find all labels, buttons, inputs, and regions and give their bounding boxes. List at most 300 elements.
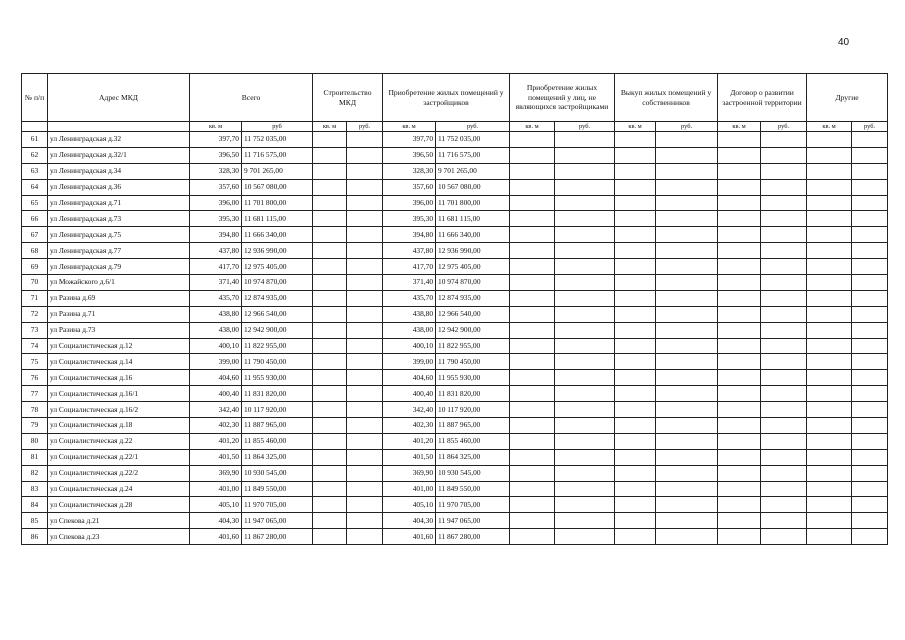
row-other-rub [852, 147, 888, 163]
row-other-area [807, 370, 852, 386]
row-developers-rub: 11 681 115,00 [436, 211, 510, 227]
row-territory-rub [761, 227, 807, 243]
row-construction-area [313, 418, 347, 434]
row-territory-rub [761, 402, 807, 418]
row-construction-rub [347, 497, 383, 513]
row-buyout-rub [656, 195, 718, 211]
table-row [22, 132, 888, 148]
row-developers-rub: 11 955 930,00 [436, 370, 510, 386]
row-non-developers-rub [555, 322, 615, 338]
row-non-developers-rub [555, 354, 615, 370]
row-total-rub: 11 947 065,00 [242, 513, 313, 529]
row-territory-area [718, 227, 761, 243]
row-territory-area [718, 386, 761, 402]
housing-registry-table [21, 73, 888, 545]
row-other-area [807, 513, 852, 529]
row-address: ул Спекова д.21 [48, 513, 190, 529]
row-other-area [807, 465, 852, 481]
row-territory-area [718, 433, 761, 449]
row-number: 78 [22, 402, 48, 418]
col-purchase-non-developers-header: Приобретение жилых помещений у лиц, не являющихся застройщиками [510, 74, 615, 122]
row-other-rub [852, 227, 888, 243]
row-developers-rub: 11 947 065,00 [436, 513, 510, 529]
row-developers-area: 371,40 [383, 275, 436, 291]
row-non-developers-rub [555, 497, 615, 513]
row-developers-rub: 10 930 545,00 [436, 465, 510, 481]
row-other-rub [852, 179, 888, 195]
row-address: ул Ленинградская д.36 [48, 179, 190, 195]
row-construction-area [313, 306, 347, 322]
table-row [22, 529, 888, 545]
row-construction-rub [347, 386, 383, 402]
row-territory-rub [761, 132, 807, 148]
row-address: ул Ленинградская д.34 [48, 163, 190, 179]
row-other-rub [852, 338, 888, 354]
row-total-rub: 11 970 705,00 [242, 497, 313, 513]
table-row [22, 306, 888, 322]
row-buyout-rub [656, 529, 718, 545]
row-number: 64 [22, 179, 48, 195]
row-construction-rub [347, 465, 383, 481]
unit-money: руб. [852, 122, 888, 132]
row-non-developers-area [510, 418, 555, 434]
row-territory-rub [761, 465, 807, 481]
table-row [22, 370, 888, 386]
row-other-area [807, 275, 852, 291]
row-number: 66 [22, 211, 48, 227]
row-territory-rub [761, 418, 807, 434]
row-total-rub: 11 822 955,00 [242, 338, 313, 354]
row-non-developers-area [510, 402, 555, 418]
row-developers-rub: 10 117 920,00 [436, 402, 510, 418]
row-total-area: 401,00 [190, 481, 242, 497]
row-developers-area: 435,70 [383, 290, 436, 306]
row-construction-rub [347, 402, 383, 418]
row-non-developers-rub [555, 275, 615, 291]
row-other-rub [852, 386, 888, 402]
table-row [22, 513, 888, 529]
row-other-rub [852, 433, 888, 449]
row-other-rub [852, 306, 888, 322]
row-developers-rub: 11 849 550,00 [436, 481, 510, 497]
row-territory-area [718, 418, 761, 434]
row-non-developers-area [510, 259, 555, 275]
row-territory-rub [761, 211, 807, 227]
row-construction-area [313, 275, 347, 291]
row-buyout-area [615, 227, 656, 243]
row-buyout-rub [656, 465, 718, 481]
row-address: ул Разина д.73 [48, 322, 190, 338]
row-developers-area: 400,10 [383, 338, 436, 354]
unit-money: руб. [761, 122, 807, 132]
row-total-rub: 11 681 115,00 [242, 211, 313, 227]
row-territory-rub [761, 338, 807, 354]
row-construction-rub [347, 370, 383, 386]
row-number: 82 [22, 465, 48, 481]
row-developers-area: 369,90 [383, 465, 436, 481]
row-construction-rub [347, 513, 383, 529]
row-total-rub: 12 874 935,00 [242, 290, 313, 306]
row-number: 77 [22, 386, 48, 402]
row-total-area: 405,10 [190, 497, 242, 513]
unit-area: кв. м [313, 122, 347, 132]
row-buyout-rub [656, 179, 718, 195]
row-non-developers-area [510, 481, 555, 497]
row-buyout-area [615, 497, 656, 513]
row-developers-rub: 12 936 990,00 [436, 243, 510, 259]
row-total-area: 401,20 [190, 433, 242, 449]
row-construction-area [313, 290, 347, 306]
row-non-developers-rub [555, 433, 615, 449]
unit-area: кв. м [383, 122, 436, 132]
row-developers-rub: 11 701 800,00 [436, 195, 510, 211]
row-territory-rub [761, 243, 807, 259]
row-territory-area [718, 338, 761, 354]
row-construction-rub [347, 147, 383, 163]
unit-area: кв. м [615, 122, 656, 132]
row-territory-area [718, 243, 761, 259]
row-address: ул Ленинградская д.32 [48, 132, 190, 148]
row-address: ул Ленинградская д.32/1 [48, 147, 190, 163]
row-buyout-rub [656, 132, 718, 148]
row-buyout-rub [656, 497, 718, 513]
row-total-rub: 11 955 930,00 [242, 370, 313, 386]
row-buyout-area [615, 132, 656, 148]
table-row [22, 433, 888, 449]
row-non-developers-rub [555, 338, 615, 354]
row-other-area [807, 497, 852, 513]
unit-money: руб [242, 122, 313, 132]
row-buyout-area [615, 211, 656, 227]
row-territory-area [718, 402, 761, 418]
row-construction-area [313, 481, 347, 497]
row-developers-area: 400,40 [383, 386, 436, 402]
row-developers-area: 401,60 [383, 529, 436, 545]
row-developers-rub: 11 855 460,00 [436, 433, 510, 449]
row-buyout-rub [656, 433, 718, 449]
row-territory-rub [761, 529, 807, 545]
row-territory-rub [761, 163, 807, 179]
row-other-area [807, 243, 852, 259]
row-developers-rub: 9 701 265,00 [436, 163, 510, 179]
col-other-header: Другие [807, 74, 888, 122]
row-non-developers-area [510, 147, 555, 163]
row-territory-rub [761, 497, 807, 513]
row-total-area: 402,30 [190, 418, 242, 434]
col-construction-header: Строительство МКД [313, 74, 383, 122]
row-buyout-area [615, 290, 656, 306]
row-developers-area: 401,00 [383, 481, 436, 497]
row-total-area: 395,30 [190, 211, 242, 227]
row-total-rub: 11 752 035,00 [242, 132, 313, 148]
row-territory-area [718, 259, 761, 275]
row-developers-area: 395,30 [383, 211, 436, 227]
row-non-developers-rub [555, 163, 615, 179]
row-total-area: 400,40 [190, 386, 242, 402]
row-developers-rub: 11 716 575,00 [436, 147, 510, 163]
table-row [22, 163, 888, 179]
row-developers-rub: 12 966 540,00 [436, 306, 510, 322]
row-total-rub: 10 974 870,00 [242, 275, 313, 291]
row-other-rub [852, 370, 888, 386]
row-territory-area [718, 354, 761, 370]
row-developers-area: 394,80 [383, 227, 436, 243]
row-construction-rub [347, 418, 383, 434]
col-address-header: Адрес МКД [48, 74, 190, 122]
row-territory-area [718, 179, 761, 195]
row-construction-area [313, 513, 347, 529]
row-construction-area [313, 529, 347, 545]
row-number: 79 [22, 418, 48, 434]
row-other-rub [852, 322, 888, 338]
row-number: 81 [22, 449, 48, 465]
table-row [22, 402, 888, 418]
row-other-rub [852, 402, 888, 418]
row-total-rub: 11 790 450,00 [242, 354, 313, 370]
row-territory-area [718, 132, 761, 148]
row-territory-rub [761, 449, 807, 465]
row-construction-area [313, 338, 347, 354]
row-construction-area [313, 147, 347, 163]
row-non-developers-area [510, 290, 555, 306]
row-other-area [807, 418, 852, 434]
row-developers-rub: 10 567 080,00 [436, 179, 510, 195]
row-total-rub: 12 942 900,00 [242, 322, 313, 338]
row-non-developers-area [510, 386, 555, 402]
table-row [22, 211, 888, 227]
row-developers-area: 342,40 [383, 402, 436, 418]
unit-money: руб. [656, 122, 718, 132]
row-developers-rub: 11 864 325,00 [436, 449, 510, 465]
unit-money: руб. [436, 122, 510, 132]
row-other-rub [852, 259, 888, 275]
row-developers-rub: 11 666 340,00 [436, 227, 510, 243]
row-developers-rub: 11 970 705,00 [436, 497, 510, 513]
row-buyout-area [615, 163, 656, 179]
row-total-area: 328,30 [190, 163, 242, 179]
row-non-developers-rub [555, 370, 615, 386]
row-address: ул Социалистическая д.16/1 [48, 386, 190, 402]
row-territory-area [718, 497, 761, 513]
col-purchase-developers-header: Приобретение жилых помещений у застройщиков [383, 74, 510, 122]
row-non-developers-rub [555, 132, 615, 148]
row-buyout-rub [656, 418, 718, 434]
row-buyout-rub [656, 449, 718, 465]
row-developers-rub: 11 831 820,00 [436, 386, 510, 402]
row-other-area [807, 322, 852, 338]
header-row-units [22, 122, 888, 132]
row-buyout-rub [656, 227, 718, 243]
table-row [22, 322, 888, 338]
row-construction-area [313, 243, 347, 259]
row-developers-rub: 11 790 450,00 [436, 354, 510, 370]
row-construction-area [313, 227, 347, 243]
row-construction-rub [347, 481, 383, 497]
row-other-area [807, 132, 852, 148]
row-construction-rub [347, 433, 383, 449]
col-num-header: № п/п [22, 74, 48, 122]
row-number: 85 [22, 513, 48, 529]
row-non-developers-rub [555, 386, 615, 402]
row-buyout-area [615, 513, 656, 529]
row-developers-area: 417,70 [383, 259, 436, 275]
row-non-developers-rub [555, 529, 615, 545]
col-total-header: Всего [190, 74, 313, 122]
row-construction-rub [347, 259, 383, 275]
row-total-rub: 11 887 965,00 [242, 418, 313, 434]
unit-area: кв. м [510, 122, 555, 132]
row-developers-area: 397,70 [383, 132, 436, 148]
row-non-developers-area [510, 179, 555, 195]
row-developers-area: 404,60 [383, 370, 436, 386]
row-construction-area [313, 402, 347, 418]
row-other-rub [852, 163, 888, 179]
table-row [22, 465, 888, 481]
table-row [22, 243, 888, 259]
row-developers-rub: 12 874 935,00 [436, 290, 510, 306]
row-number: 61 [22, 132, 48, 148]
row-territory-rub [761, 513, 807, 529]
row-other-rub [852, 132, 888, 148]
row-buyout-rub [656, 259, 718, 275]
row-other-rub [852, 465, 888, 481]
row-other-rub [852, 275, 888, 291]
row-other-area [807, 354, 852, 370]
row-construction-area [313, 163, 347, 179]
row-non-developers-rub [555, 195, 615, 211]
row-other-area [807, 163, 852, 179]
row-territory-rub [761, 275, 807, 291]
row-developers-rub: 11 752 035,00 [436, 132, 510, 148]
row-number: 73 [22, 322, 48, 338]
row-other-area [807, 179, 852, 195]
row-territory-rub [761, 433, 807, 449]
row-non-developers-rub [555, 259, 615, 275]
row-total-area: 396,00 [190, 195, 242, 211]
row-number: 63 [22, 163, 48, 179]
row-buyout-rub [656, 243, 718, 259]
row-address: ул Ленинградская д.75 [48, 227, 190, 243]
row-total-area: 437,80 [190, 243, 242, 259]
row-number: 72 [22, 306, 48, 322]
row-buyout-area [615, 465, 656, 481]
row-address: ул Ленинградская д.77 [48, 243, 190, 259]
row-construction-rub [347, 227, 383, 243]
row-construction-rub [347, 449, 383, 465]
row-buyout-rub [656, 147, 718, 163]
row-buyout-area [615, 275, 656, 291]
row-construction-area [313, 465, 347, 481]
row-address: ул Социалистическая д.28 [48, 497, 190, 513]
row-other-area [807, 433, 852, 449]
row-territory-rub [761, 290, 807, 306]
row-developers-rub: 11 867 280,00 [436, 529, 510, 545]
row-buyout-area [615, 147, 656, 163]
row-non-developers-rub [555, 513, 615, 529]
row-address: ул Социалистическая д.14 [48, 354, 190, 370]
row-buyout-rub [656, 370, 718, 386]
row-construction-area [313, 354, 347, 370]
row-developers-rub: 10 974 870,00 [436, 275, 510, 291]
row-construction-area [313, 322, 347, 338]
row-construction-rub [347, 338, 383, 354]
row-territory-area [718, 290, 761, 306]
row-number: 71 [22, 290, 48, 306]
row-address: ул Ленинградская д.79 [48, 259, 190, 275]
row-other-rub [852, 481, 888, 497]
row-number: 68 [22, 243, 48, 259]
row-non-developers-area [510, 338, 555, 354]
row-total-area: 369,90 [190, 465, 242, 481]
table-row [22, 275, 888, 291]
table-row [22, 179, 888, 195]
table-row [22, 147, 888, 163]
row-number: 69 [22, 259, 48, 275]
row-buyout-rub [656, 338, 718, 354]
row-other-area [807, 290, 852, 306]
row-buyout-area [615, 195, 656, 211]
unit-money: руб. [555, 122, 615, 132]
row-other-area [807, 195, 852, 211]
row-construction-rub [347, 529, 383, 545]
row-non-developers-rub [555, 449, 615, 465]
row-territory-area [718, 163, 761, 179]
row-non-developers-area [510, 497, 555, 513]
row-non-developers-area [510, 195, 555, 211]
row-buyout-rub [656, 275, 718, 291]
table-row [22, 259, 888, 275]
unit-money: руб. [347, 122, 383, 132]
row-non-developers-area [510, 322, 555, 338]
row-total-area: 342,40 [190, 402, 242, 418]
row-total-area: 435,70 [190, 290, 242, 306]
row-buyout-area [615, 306, 656, 322]
row-developers-area: 357,60 [383, 179, 436, 195]
row-buyout-rub [656, 513, 718, 529]
row-non-developers-area [510, 465, 555, 481]
row-territory-area [718, 195, 761, 211]
row-other-area [807, 227, 852, 243]
row-total-rub: 12 936 990,00 [242, 243, 313, 259]
row-buyout-area [615, 386, 656, 402]
row-total-area: 396,50 [190, 147, 242, 163]
row-territory-rub [761, 370, 807, 386]
col-territory-development-header: Договор о развитии застроенной территории [718, 74, 807, 122]
row-total-rub: 11 831 820,00 [242, 386, 313, 402]
row-number: 83 [22, 481, 48, 497]
row-total-rub: 11 716 575,00 [242, 147, 313, 163]
row-total-rub: 10 117 920,00 [242, 402, 313, 418]
row-non-developers-rub [555, 465, 615, 481]
row-buyout-area [615, 338, 656, 354]
row-construction-rub [347, 275, 383, 291]
row-non-developers-rub [555, 306, 615, 322]
row-territory-rub [761, 259, 807, 275]
row-construction-area [313, 179, 347, 195]
row-territory-rub [761, 306, 807, 322]
row-other-area [807, 306, 852, 322]
row-total-rub: 11 855 460,00 [242, 433, 313, 449]
row-total-area: 404,30 [190, 513, 242, 529]
row-non-developers-area [510, 306, 555, 322]
row-buyout-rub [656, 322, 718, 338]
row-non-developers-area [510, 354, 555, 370]
row-buyout-area [615, 481, 656, 497]
row-non-developers-rub [555, 402, 615, 418]
row-total-rub: 11 666 340,00 [242, 227, 313, 243]
row-territory-rub [761, 322, 807, 338]
table-row [22, 418, 888, 434]
